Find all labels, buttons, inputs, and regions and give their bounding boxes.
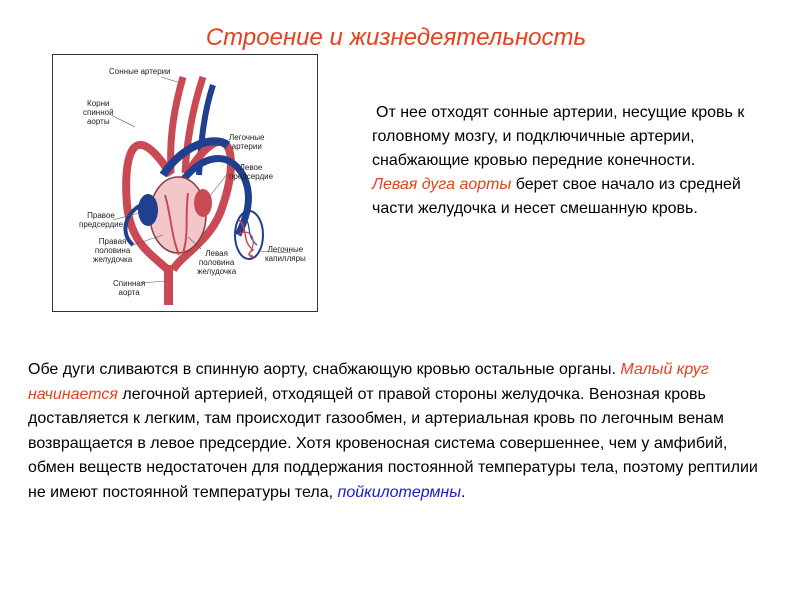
label-roots-line: аорты: [86, 117, 110, 126]
bottom-paragraph-part-2: легочной артерией, отходящей от правой стороны желудочка. Венозная кровь доставляется к легким, там происходит газообмен, и артериальная кровь по легочным венам возвращается в левое предсердие. Хотя кровеносная система совершеннее, чем у амфибий, обмен веществ недостаточен для поддержания постоянной температуры тела, поэтому рептилии не имеют постоянной температуры тела,: [28, 385, 758, 501]
label-line: Спинная: [113, 279, 146, 288]
label-pulmonary-capillaries: [265, 245, 306, 263]
label-line: предсердие: [79, 220, 124, 229]
heart-diagram: [52, 54, 318, 312]
label-carotid: Сонные артерии: [109, 67, 171, 76]
label-line: предсердие: [229, 172, 274, 181]
right-paragraph: [372, 101, 764, 221]
bottom-paragraph-part-3: .: [461, 483, 466, 501]
label-left-atrium: [229, 163, 273, 181]
right-paragraph-rest: берет свое начало из средней части желудочка и несет смешанную кровь.: [372, 176, 741, 217]
label-roots-line: спинной: [83, 108, 114, 117]
label-line: Легочные: [267, 245, 304, 254]
label-line: Легочные: [229, 133, 265, 142]
label-line: аорта: [118, 288, 140, 297]
label-line: половина: [198, 258, 235, 267]
heart-diagram-drawing: [53, 55, 319, 313]
right-paragraph-intro: От нее отходят сонные артерии, несущие кровь к головному мозгу, и подключичные артерии, снабжающие кровью передние конечности.: [372, 104, 745, 169]
label-line: капилляры: [265, 254, 306, 263]
label-line: Левое: [239, 163, 263, 172]
label-left-ventricle: [197, 249, 236, 276]
label-line: желудочка: [93, 255, 133, 264]
bottom-paragraph: [28, 358, 778, 505]
label-line: Правая: [98, 237, 127, 246]
label-line: Правое: [87, 211, 115, 220]
left-aortic-arch-highlight: Левая дуга аорты: [372, 176, 512, 193]
label-line: артерии: [231, 142, 262, 151]
label-line: Левая: [205, 249, 228, 258]
label-roots: [83, 99, 114, 126]
slide-title: Строение и жизнедеятельность: [205, 24, 587, 51]
poikilotherm-highlight: пойкилотермны: [337, 483, 461, 501]
label-right-ventricle: [93, 237, 132, 264]
label-roots-line: Корни: [87, 99, 110, 108]
label-dorsal-aorta: [113, 279, 145, 297]
bottom-paragraph-part-1: Обе дуги сливаются в спинную аорту, снабжающую кровью остальные органы.: [28, 361, 621, 378]
label-line: желудочка: [197, 267, 237, 276]
label-line: половина: [94, 246, 131, 255]
right-paragraph-second: [372, 173, 764, 221]
label-pulmonary-arteries: [229, 133, 265, 151]
label-right-atrium: [79, 211, 123, 229]
small-circle-highlight: Малый круг начинается: [28, 361, 709, 403]
